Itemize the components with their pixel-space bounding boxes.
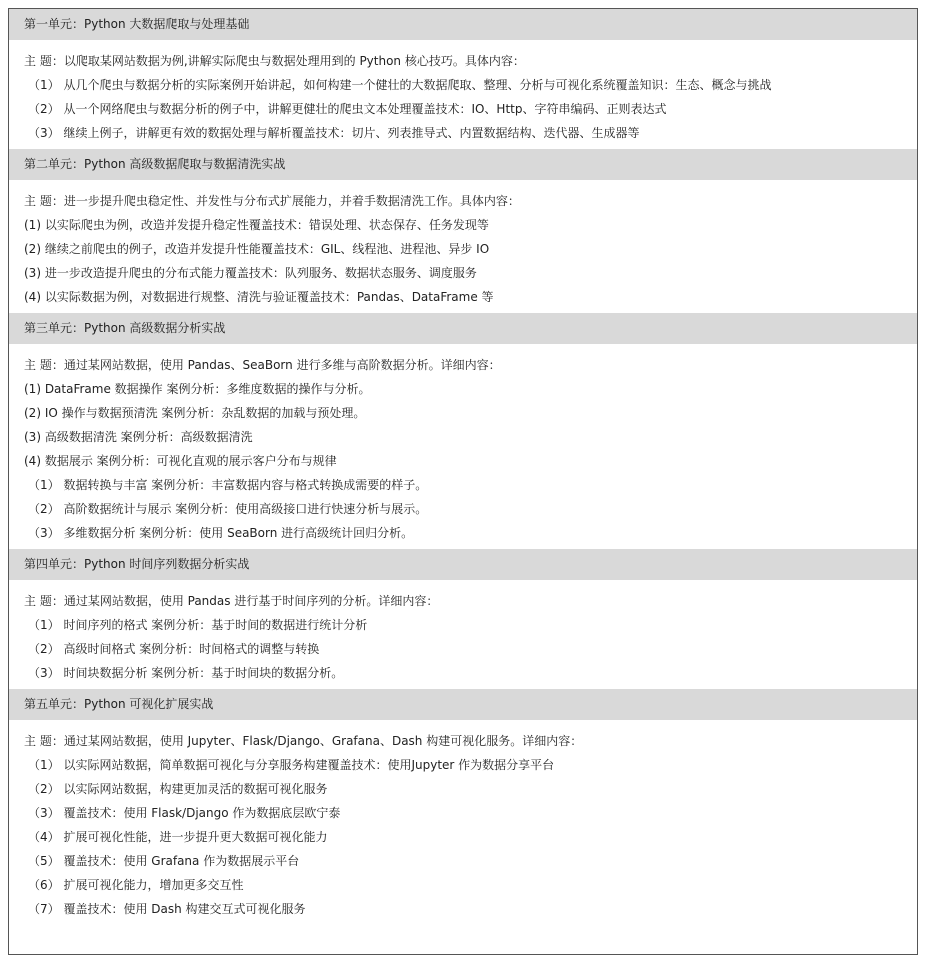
unit-3-item-1: (1) DataFrame 数据操作 案例分析：多维度数据的操作与分析。 <box>24 382 371 396</box>
unit-3 <box>9 313 917 549</box>
unit-1 <box>9 9 917 149</box>
course-outline-table <box>8 8 918 955</box>
unit-3-subitem-3: （3） 多维数据分析 案例分析：使用 SeaBorn 进行高级统计回归分析。 <box>28 526 414 540</box>
unit-1-item-1: （1） 从几个爬虫与数据分析的实际案例开始讲起，如何构建一个健壮的大数据爬取、整理、分析与可视化系统覆盖知识：生态、概念与挑战 <box>28 78 772 92</box>
unit-5-item-1: （1） 以实际网站数据，简单数据可视化与分享服务构建覆盖技术：使用Jupyter 作为数据分享平台 <box>28 758 555 772</box>
unit-2-item-3: (3) 进一步改造提升爬虫的分布式能力覆盖技术：队列服务、数据状态服务、调度服务 <box>24 266 477 280</box>
unit-2 <box>9 149 917 313</box>
unit-5-item-5: （5） 覆盖技术：使用 Grafana 作为数据展示平台 <box>28 854 300 868</box>
unit-3-body <box>9 344 917 549</box>
unit-3-subitem-1: （1） 数据转换与丰富 案例分析：丰富数据内容与格式转换成需要的样子。 <box>28 478 428 492</box>
unit-5-item-4: （4） 扩展可视化性能，进一步提升更大数据可视化能力 <box>28 830 328 844</box>
unit-4-item-2: （2） 高级时间格式 案例分析：时间格式的调整与转换 <box>28 642 320 656</box>
unit-1-body <box>9 40 917 149</box>
unit-2-item-2: (2) 继续之前爬虫的例子，改造并发提升性能覆盖技术：GIL、线程池、进程池、异步 IO <box>24 242 490 256</box>
unit-4-item-3: （3） 时间块数据分析 案例分析：基于时间块的数据分析。 <box>28 666 344 680</box>
unit-2-item-1: (1) 以实际爬虫为例，改造并发提升稳定性覆盖技术：错误处理、状态保存、任务发现等 <box>24 218 489 232</box>
unit-5 <box>9 689 917 925</box>
unit-2-title: 第二单元：Python 高级数据爬取与数据清洗实战 <box>9 149 917 180</box>
unit-4-topic: 主 题：通过某网站数据，使用 Pandas 进行基于时间序列的分析。详细内容： <box>24 594 439 608</box>
unit-5-item-2: （2） 以实际网站数据，构建更加灵活的数据可视化服务 <box>28 782 328 796</box>
unit-3-subitem-2: （2） 高阶数据统计与展示 案例分析：使用高级接口进行快速分析与展示。 <box>28 502 428 516</box>
unit-1-topic: 主 题：以爬取某网站数据为例,讲解实际爬虫与数据处理用到的 Python 核心技巧。具体内容： <box>24 54 525 68</box>
unit-1-item-3: （3） 继续上例子，讲解更有效的数据处理与解析覆盖技术：切片、列表推导式、内置数据结构、迭代器、生成器等 <box>28 126 640 140</box>
unit-5-title: 第五单元：Python 可视化扩展实战 <box>9 689 917 720</box>
unit-5-item-7: （7） 覆盖技术：使用 Dash 构建交互式可视化服务 <box>28 902 306 916</box>
unit-5-topic: 主 题：通过某网站数据，使用 Jupyter、Flask/Django、Grafana、Dash 构建可视化服务。详细内容： <box>24 734 583 748</box>
unit-4-item-1: （1） 时间序列的格式 案例分析：基于时间的数据进行统计分析 <box>28 618 368 632</box>
unit-3-item-2: (2) IO 操作与数据预清洗 案例分析：杂乱数据的加载与预处理。 <box>24 406 366 420</box>
unit-1-item-2: （2） 从一个网络爬虫与数据分析的例子中，讲解更健壮的爬虫文本处理覆盖技术：IO、Http、字符串编码、正则表达式 <box>28 102 667 116</box>
unit-5-item-3: （3） 覆盖技术：使用 Flask/Django 作为数据底层欧宁泰 <box>28 806 341 820</box>
unit-3-title: 第三单元：Python 高级数据分析实战 <box>9 313 917 344</box>
unit-5-item-6: （6） 扩展可视化能力，增加更多交互性 <box>28 878 244 892</box>
unit-4-title: 第四单元：Python 时间序列数据分析实战 <box>9 549 917 580</box>
unit-3-item-4: (4) 数据展示 案例分析：可视化直观的展示客户分布与规律 <box>24 454 337 468</box>
unit-2-item-4: (4) 以实际数据为例，对数据进行规整、清洗与验证覆盖技术：Pandas、DataFrame 等 <box>24 290 494 304</box>
unit-5-body <box>9 720 917 925</box>
unit-1-title: 第一单元：Python 大数据爬取与处理基础 <box>9 9 917 40</box>
unit-3-item-3: (3) 高级数据清洗 案例分析：高级数据清洗 <box>24 430 253 444</box>
unit-4-body <box>9 580 917 689</box>
unit-3-topic: 主 题：通过某网站数据，使用 Pandas、SeaBorn 进行多维与高阶数据分析。详细内容： <box>24 358 501 372</box>
unit-4 <box>9 549 917 689</box>
unit-2-topic: 主 题：进一步提升爬虫稳定性、并发性与分布式扩展能力，并着手数据清洗工作。具体内容： <box>24 194 520 208</box>
unit-2-body <box>9 180 917 313</box>
